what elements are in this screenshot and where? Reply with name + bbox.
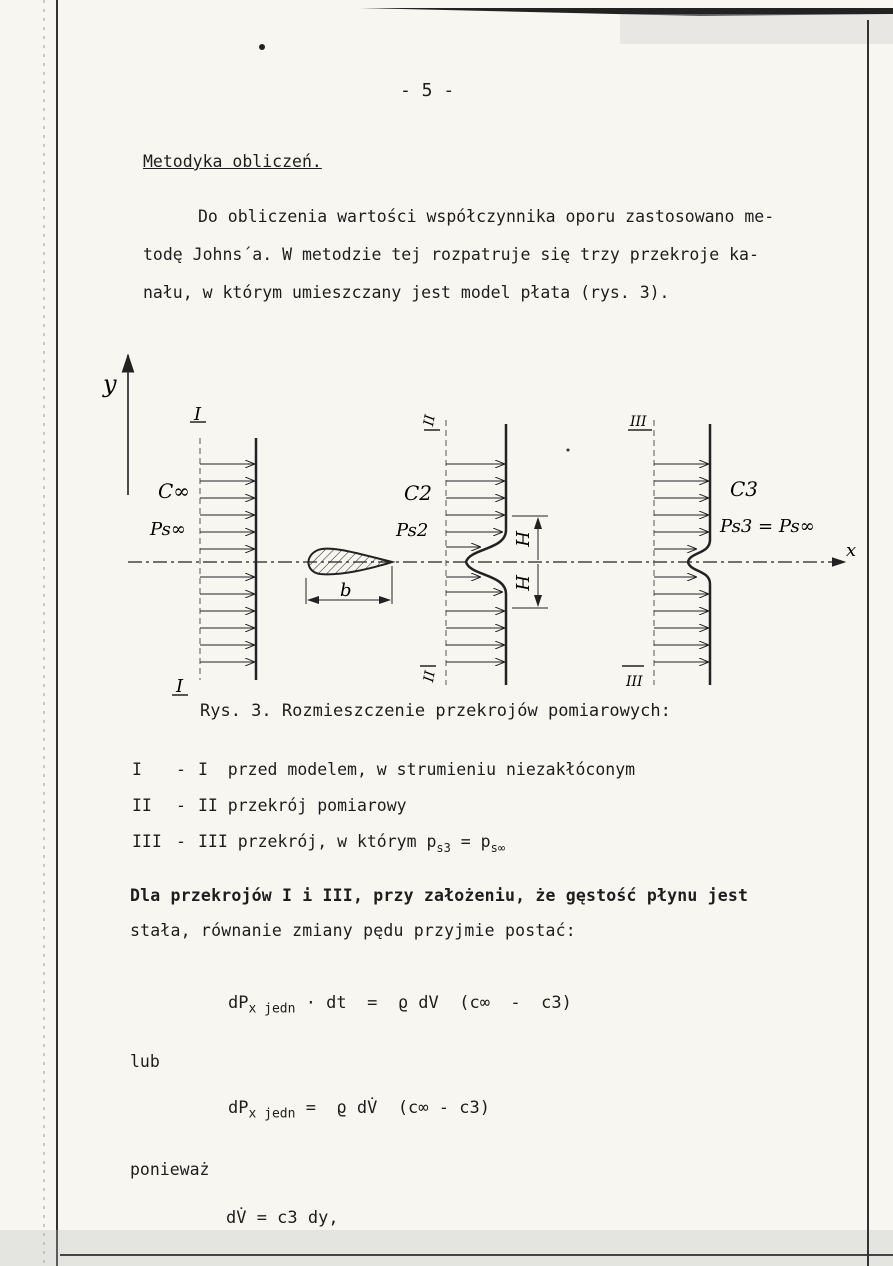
section-two xyxy=(395,413,548,685)
word-lub: lub xyxy=(130,1052,160,1071)
legend-text: II przekrój pomiarowy xyxy=(198,796,407,815)
word-poniewaz: ponieważ xyxy=(130,1160,210,1179)
section-title: Metodyka obliczeń. xyxy=(143,152,322,171)
section-one-mark-bottom: I xyxy=(176,676,184,697)
section-two-mark-bottom: II xyxy=(421,669,439,684)
label-p3: Ps3 = Ps∞ xyxy=(720,516,815,537)
equation-rhs: · dt = ϱ dV (c∞ - c3) xyxy=(305,993,572,1013)
section-three-mark-top: III xyxy=(630,414,647,430)
equation-lhs: dP xyxy=(228,993,249,1013)
legend-row-3 xyxy=(132,832,506,855)
legend-dash: - xyxy=(176,796,186,815)
legend-text: I przed modelem, w strumieniu niezakłóconym xyxy=(198,760,636,779)
section-three xyxy=(622,414,815,690)
y-axis-label: y xyxy=(103,370,117,398)
label-c2: C2 xyxy=(404,481,433,505)
label-p-inf: Ps∞ xyxy=(150,519,186,540)
legend-row-1 xyxy=(132,760,635,779)
text-line-1: Dla przekrojów I i III, przy założeniu, że gęstość płynu jest xyxy=(130,886,749,905)
equation-subscript: x jedn xyxy=(248,1001,296,1017)
equation-2 xyxy=(228,1098,490,1121)
legend-dash: - xyxy=(176,832,186,851)
figure-caption: Rys. 3. Rozmieszczenie przekrojów pomiarowych: xyxy=(200,701,671,721)
legend-code: I xyxy=(132,760,142,779)
x-axis-label: x xyxy=(846,540,857,561)
section-one-mark-top: I xyxy=(194,404,202,425)
airfoil-model xyxy=(306,549,392,604)
section-two-mark-top: II xyxy=(421,413,439,428)
equation-3: dV̇ = c3 dy, xyxy=(226,1208,339,1228)
section-one xyxy=(149,404,256,697)
text-line-2: stała, równanie zmiany pędu przyjmie postać: xyxy=(130,921,576,940)
paragraph-line-1: Do obliczenia wartości współczynnika oporu zastosowano me- xyxy=(198,207,775,226)
legend-row-2 xyxy=(132,796,407,815)
legend-code: II xyxy=(132,796,152,815)
equation-1 xyxy=(228,993,572,1016)
legend-subscript: s3 xyxy=(436,841,451,855)
measurement-sections-figure xyxy=(0,340,893,710)
equation-rhs: = ϱ dV̇ (c∞ - c3) xyxy=(305,1098,490,1118)
label-c-inf: C∞ xyxy=(158,479,190,503)
label-p2: Ps2 xyxy=(396,520,429,541)
legend-dash: - xyxy=(176,760,186,779)
section-three-mark-bottom: III xyxy=(626,674,643,690)
paragraph-line-2: todę Johns´a. W metodzie tej rozpatruje się trzy przekroje ka- xyxy=(143,245,759,264)
legend-text: III przekrój, w którym p xyxy=(198,832,437,851)
label-h-lower: H xyxy=(511,575,532,591)
label-h-upper: H xyxy=(511,531,532,547)
label-chord-b: b xyxy=(340,580,352,601)
legend-code: III xyxy=(132,832,162,851)
legend-text: = p xyxy=(450,832,491,851)
page-number: - 5 - xyxy=(400,80,455,101)
legend-subscript: s∞ xyxy=(490,841,506,855)
equation-subscript: x jedn xyxy=(248,1106,296,1122)
equation-lhs: dP xyxy=(228,1098,249,1118)
label-c3: C3 xyxy=(730,477,759,501)
paragraph-line-3: nału, w którym umieszczany jest model płata (rys. 3). xyxy=(143,283,670,302)
